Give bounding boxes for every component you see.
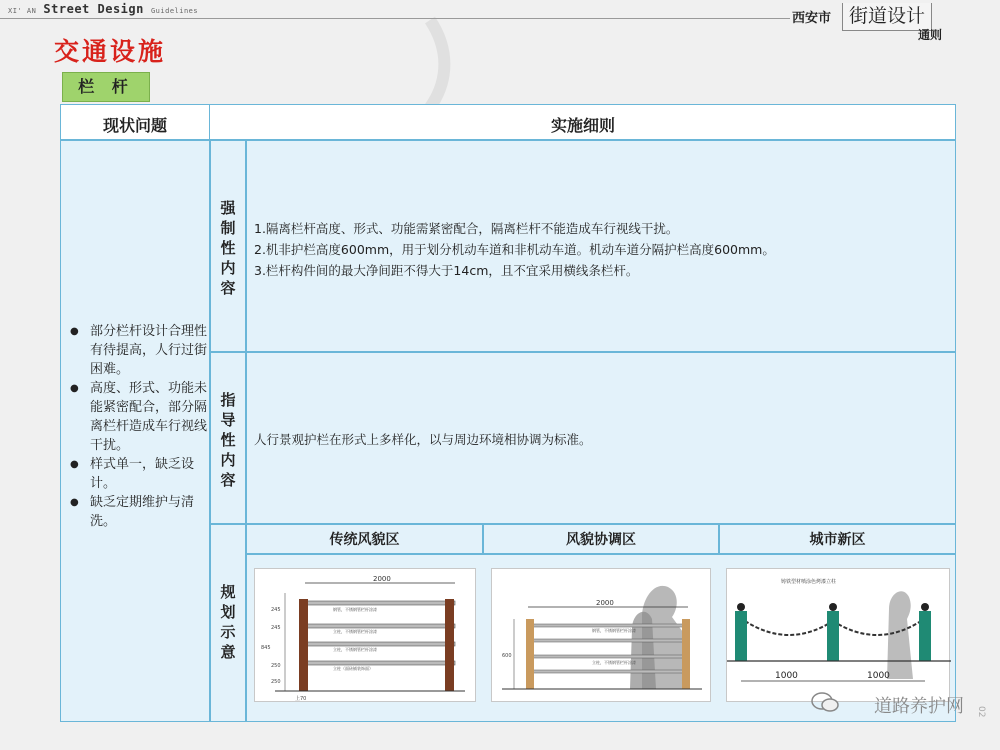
d2-post-left [526,619,534,689]
d1-post-right [445,599,454,691]
document-title-box [782,0,992,44]
page-number: 02 [976,706,986,718]
wechat-icon [810,690,840,714]
zone-header-traditional: 传统风貌区 [246,524,483,554]
d1-footer: 上70 [295,696,307,702]
issue-item: ● 缺乏定期维护与清洗。 [66,493,208,531]
col-header-details: 实施细则 [550,116,615,135]
mandatory-rule: 1.隔离栏杆高度、形式、功能需紧密配合，隔离栏杆不能造成车行视线干扰。 [254,221,679,236]
d3-span: 1000 [867,671,890,681]
page-title: 交通设施 [54,37,167,66]
d1-dim: 250 [271,679,281,685]
d2-post-right [682,619,690,689]
d2-dim: 600 [502,653,512,659]
section-tag: 栏 杆 [62,72,150,102]
d3-post-left [735,611,747,661]
d2-width-label: 2000 [596,599,614,607]
issue-item: ● 样式单一，缺乏设计。 [66,455,208,493]
guidance-label: 指 导 性 内 容 [220,391,236,489]
railing-drawing-2-svg [492,569,712,703]
document-name: 街道设计 [842,3,932,31]
d2-note: 钢管，不锈钢管栏杆涂漆 [592,628,636,633]
mandatory-label: 强 制 性 内 容 [220,199,236,297]
issue-item: ● 高度、形式、功能未能紧密配合，部分隔离栏杆造成车行视线干扰。 [66,379,208,455]
d1-dim: 845 [261,645,271,651]
brand-prefix: XI' AN [8,7,37,15]
zone-header-coordination: 风貌协调区 [483,524,719,554]
brand-suffix: Guidelines [150,7,199,15]
mandatory-rules [254,218,934,281]
d1-dim: 245 [271,625,281,631]
d1-post-left [299,599,308,691]
mandatory-rule: 2.机非护栏高度600mm，用于划分机动车道和非机动车道。机动车道分隔护栏高度600mm。 [254,242,775,257]
d1-note: 立柱，不锈钢管栏杆涂漆 [333,629,377,634]
railing-drawing-coordination [491,568,711,702]
document-subtitle: 通则 [918,28,943,42]
guidance-text: 人行景观护栏在形式上多样化，以与周边环境相协调为标准。 [254,432,592,447]
watermark-text: 道路养护网 [874,696,964,717]
d1-note: 钢管，不锈钢管栏杆涂漆 [333,607,377,612]
d3-span: 1000 [775,671,798,681]
railing-drawing-1-svg [255,569,477,703]
d1-width-label: 2000 [373,575,391,583]
header-rule [0,18,790,19]
d1-dim: 245 [271,607,281,613]
d1-note: 立柱（面砖铺装饰面） [333,666,373,671]
railing-drawing-3-svg [727,569,951,703]
d2-note: 立柱，不锈钢管栏杆涂漆 [592,660,636,665]
d3-note: 铸铁型材喷涂色烤漆立柱 [781,579,837,585]
d1-dim: 250 [271,663,281,669]
col-header-issues: 现状问题 [102,116,167,135]
mandatory-rule: 3.栏杆构件间的最大净间距不得大于14cm，且不宜采用横线条栏杆。 [254,263,639,278]
railing-drawing-new-district [726,568,950,702]
brand-main: Street Design [43,2,144,16]
document-city: 西安市 [792,11,832,26]
issue-item: ● 部分栏杆设计合理性有待提高，人行过街困难。 [66,322,208,379]
zone-header-new-district: 城市新区 [719,524,956,554]
brand-text [8,2,198,16]
d3-post-right [919,611,931,661]
d1-note: 立柱，不锈钢管栏杆涂漆 [333,647,377,652]
plan-label: 规 划 示 意 [220,583,236,661]
d3-post-middle [827,611,839,661]
railing-drawing-traditional [254,568,476,702]
issues-list [66,322,208,531]
